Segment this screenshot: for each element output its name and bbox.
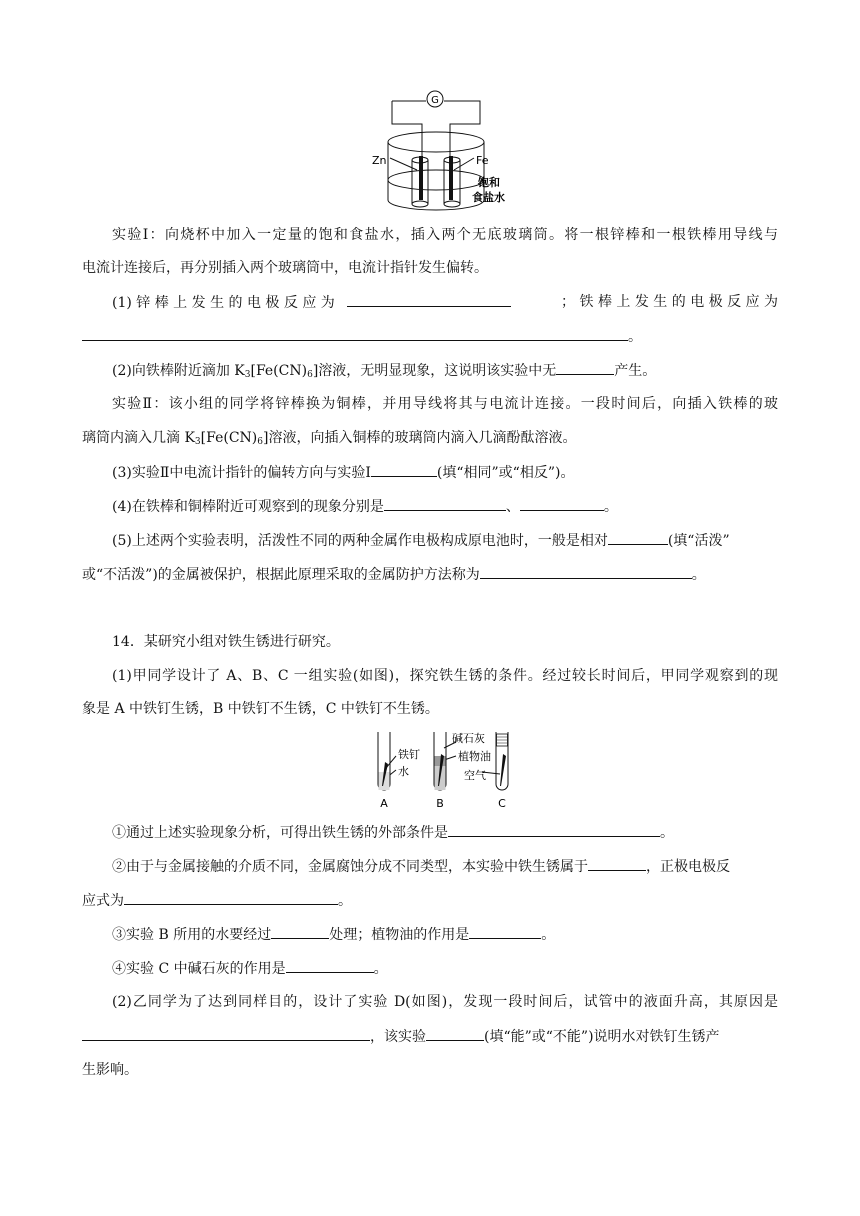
q14-part2-text-b: ，该实验 [370,1029,426,1045]
q14-sub4-text-b: 。 [373,961,388,977]
q13-part3 [112,462,778,483]
q13-part5-text-b: (填“活泼” [667,533,730,549]
q14-part2-text-c: (填“能”或“不能”)说明水对铁钉生锈产 [484,1029,720,1045]
answer-blank[interactable] [384,496,506,511]
exp2-text-a: 璃筒内滴入几滴 K [82,430,195,446]
answer-blank[interactable] [82,326,628,341]
answer-blank[interactable] [82,1026,370,1041]
exp1-line-2: 电流计连接后，再分别插入两个玻璃筒中，电流计指针发生偏转。 [82,260,488,276]
nail-label: 铁钉 [398,748,420,761]
galvanic-cell-figure [370,86,530,216]
answer-blank[interactable] [469,924,541,939]
tube-c-label: C [498,797,506,810]
q13-part3-text-a: (3)实验Ⅱ中电流计指针的偏转方向与实验Ⅰ [112,465,371,481]
q13-part2-text-d: 产生。 [614,363,657,379]
q14-sub4 [112,958,778,979]
q14-sub2-text-c: 应式为 [82,893,124,909]
answer-blank[interactable] [520,496,604,511]
tube-b-label: B [436,797,444,810]
q13-part4-text-a: (4)在铁棒和铜棒附近可观察到的现象分别是 [112,499,384,515]
q13-part4 [112,496,778,517]
answer-blank[interactable] [608,530,668,545]
q13-part1-line1 [112,292,778,313]
subscript: 6 [307,370,313,380]
answer-blank[interactable] [480,564,692,579]
q14-sub1 [112,822,778,843]
q13-part1-text-a: (1) 锌 棒 上 发 生 的 电 极 反 应 为 [112,295,335,311]
q14-sub4-text-a: ④实验 C 中碱石灰的作用是 [112,961,286,977]
water-label: 水 [398,765,409,778]
fe-label: Fe [476,154,489,167]
answer-blank[interactable] [347,292,511,307]
q14-sub3-text-a: ③实验 B 所用的水要经过 [112,927,272,943]
q13-part5-line1 [112,530,778,551]
solution-label-2: 食盐水 [472,191,505,204]
q13-part4-text-c: 。 [603,499,618,515]
q14-sub3-text-c: 。 [541,927,556,943]
exp2-line-2 [82,428,778,448]
q14-sub2-text-b: ，正极电极反 [646,859,730,875]
q14-part2-line2 [82,1026,778,1047]
q14-part2-line3: 生影响。 [82,1062,138,1078]
q13-part2-text-b: [Fe(CN) [250,363,308,379]
q13-part2-text-c: ]溶液，无明显现象，这说明该实验中无 [312,363,557,379]
galvanometer-label: G [431,95,439,106]
exp2-line-1: 实验Ⅱ：该小组的同学将锌棒换为铜棒，并用导线将其与电流计连接。一段时间后，向插入铁棒的玻 [112,396,778,412]
q14-sub3-text-b: 处理；植物油的作用是 [329,927,470,943]
q13-part1-text-b: ； 铁 棒 上 发 生 的 电 极 反 应 为 [561,294,778,310]
subscript: 6 [257,437,263,447]
exp1-line-1: 实验Ⅰ：向烧杯中加入一定量的饱和食盐水，插入两个无底玻璃筒。将一根锌棒和一根铁棒用导线与 [112,227,778,243]
answer-blank[interactable] [371,462,437,477]
q13-part2-text-a: (2)向铁棒附近滴加 K [112,363,245,379]
exp2-text-b: [Fe(CN) [200,430,258,446]
subscript: 3 [194,437,201,447]
q14-sub1-text-b: 。 [660,825,674,841]
q14-sub1-text-a: ①通过上述实验现象分析，可得出铁生锈的外部条件是 [112,825,448,841]
answer-blank[interactable] [588,856,646,871]
q14-sub2-line1 [112,856,778,877]
oil-label: 植物油 [458,750,491,763]
soda-lime-label: 碱石灰 [452,732,485,745]
q14-sub2-line2 [82,890,778,911]
subscript: 3 [244,370,251,380]
q14-sub2-text-a: ②由于与金属接触的介质不同，金属腐蚀分成不同类型，本实验中铁生锈属于 [112,859,588,875]
solution-label-1: 饱和 [478,176,500,189]
q13-part1-end: 。 [628,329,642,345]
q14-part1-line2: 象是 A 中铁钉生锈，B 中铁钉不生锈，C 中铁钉不生锈。 [82,701,439,717]
q13-part5-text-a: (5)上述两个实验表明，活泼性不同的两种金属作电极构成原电池时，一般是相对 [112,533,608,549]
exp2-text-c: ]溶液，向插入铜棒的玻璃筒内滴入几滴酚酞溶液。 [262,430,577,446]
q14-sub2-text-d: 。 [338,893,352,909]
q13-part1-line2 [82,326,778,347]
answer-blank[interactable] [286,958,374,973]
zn-label: Zn [372,154,387,167]
q14-title: 14．某研究小组对铁生锈进行研究。 [112,634,340,650]
q13-part5-line2 [82,564,778,585]
q13-part5-text-d: 。 [691,567,706,583]
q13-part2 [112,360,778,381]
tube-a-label: A [380,797,388,810]
q14-sub3 [112,924,778,945]
air-label: 空气 [464,769,486,782]
answer-blank[interactable] [448,822,660,837]
test-tubes-figure [372,728,522,810]
answer-blank[interactable] [124,890,338,905]
answer-blank[interactable] [556,360,614,375]
answer-blank[interactable] [426,1026,484,1041]
q14-part1-line1: (1)甲同学设计了 A、B、C 一组实验(如图)，探究铁生锈的条件。经过较长时间后，甲同学观察到的现 [112,668,778,684]
q13-part4-text-b: 、 [505,499,520,515]
q13-part5-text-c: 或“不活泼”)的金属被保护，根据此原理采取的金属防护方法称为 [82,567,480,583]
answer-blank[interactable] [271,924,329,939]
q13-part3-text-b: (填“相同”或“相反”)。 [436,465,575,481]
q14-part2-line1: (2)乙同学为了达到同样目的，设计了实验 D(如图)，发现一段时间后，试管中的液面升高，其原因是 [112,994,778,1010]
